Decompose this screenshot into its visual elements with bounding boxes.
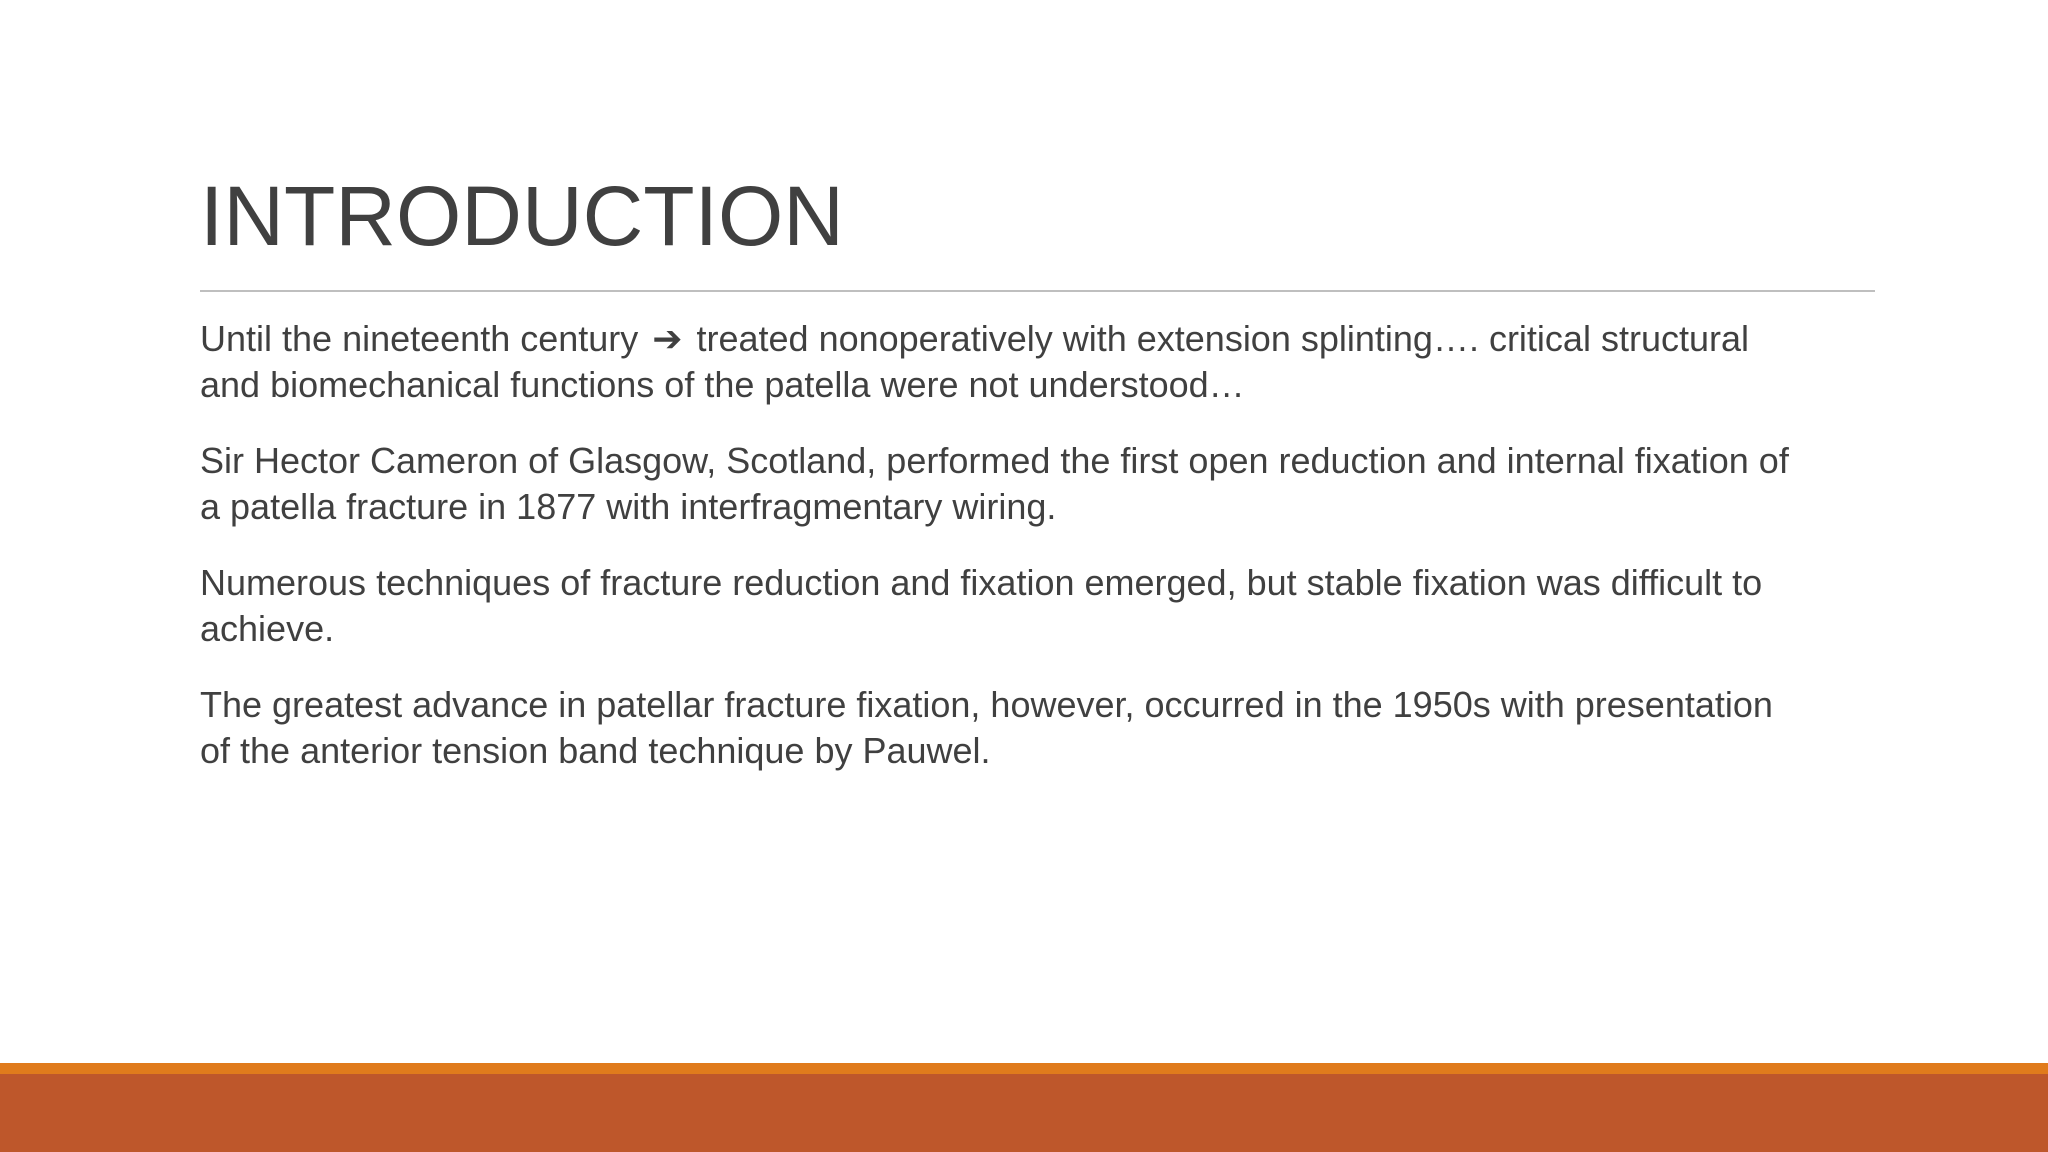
slide-title: INTRODUCTION [200,169,844,263]
paragraph-1 [200,316,1800,408]
paragraph-2: Sir Hector Cameron of Glasgow, Scotland, performed the first open reduction and internal fixation of a patella fracture in 1877 with interfragmentary wiring. [200,440,1789,527]
right-arrow-icon: ➔ [652,318,683,359]
paragraph-1-lead: Until the nineteenth century [200,318,639,359]
paragraph-3: Numerous techniques of fracture reduction and fixation emerged, but stable fixation was difficult to achieve. [200,562,1763,649]
footer-band [0,1074,2048,1152]
paragraph-1-rest: treated nonoperatively with extension splinting…. critical structural and biomechanical functions of the patella were not understood… [200,318,1749,405]
slide-body [200,316,1800,804]
paragraph-4: The greatest advance in patellar fracture fixation, however, occurred in the 1950s with presentation of the anterior tension band technique by Pauwel. [200,684,1773,771]
title-divider [200,290,1875,292]
footer-accent-band [0,1063,2048,1074]
